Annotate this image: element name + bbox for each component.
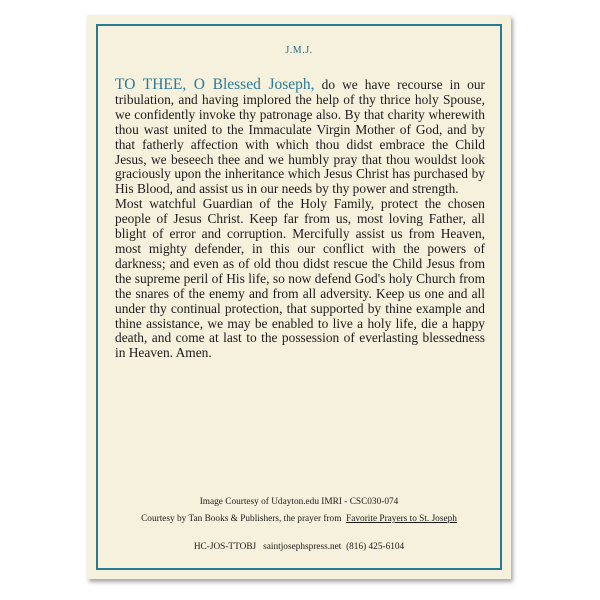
publisher-line [87, 542, 511, 552]
product-code: HC-JOS-TTOBJ [193, 542, 257, 552]
prayer-credit-prefix: Courtesy by Tan Books & Publishers, the prayer from [141, 514, 342, 524]
prayer-text [115, 78, 485, 361]
image-credit: Image Courtesy of Udayton.edu IMRI - CSC030-074 [199, 497, 399, 507]
prayer-credit [87, 514, 511, 524]
card-header: J.M.J. [285, 45, 313, 56]
prayer-credit-title: Favorite Prayers to St. Joseph [346, 514, 457, 524]
prayer-paragraph-2: Most watchful Guardian of the Holy Family, protect the chosen people of Jesus Christ. Keep far from us, most loving Father, all blight of error and corruption. Mercifully assist us from Heaven, most mighty defender, in this our conflict with the powers of darkness; and even as of old thou didst rescue the Child Jesus from the supreme peril of His life, so now defend God's holy Church from the snares of the enemy and from all adversity. Keep us one and all under thy continual protection, that supported by thine example and thine assistance, we may be enabled to live a holy life, die a happy death, and come at last to the possession of everlasting blessedness in Heaven. Amen. [115, 196, 485, 361]
website: saintjosephspress.net [263, 542, 342, 552]
phone-number: (816) 425-6104 [346, 542, 405, 552]
prayer-paragraph-1 [115, 78, 485, 197]
prayer-opening: TO THEE, O Blessed Joseph, [115, 76, 315, 93]
prayer-card [87, 15, 511, 579]
prayer-paragraph-1-body: do we have recourse in our tribulation, and having implored the help of thy thrice holy Spouse, we confidently invoke thy patronage also. By that charity wherewith thou wast united to the Immaculate Virgin Mother of God, and by that fatherly affection with which thou didst embrace the Child Jesus, we beseech thee and we humbly pray that thou wouldst look graciously upon the inheritance which Jesus Christ has purchased by His Blood, and assist us in our needs by thy power and strength. [115, 77, 485, 197]
